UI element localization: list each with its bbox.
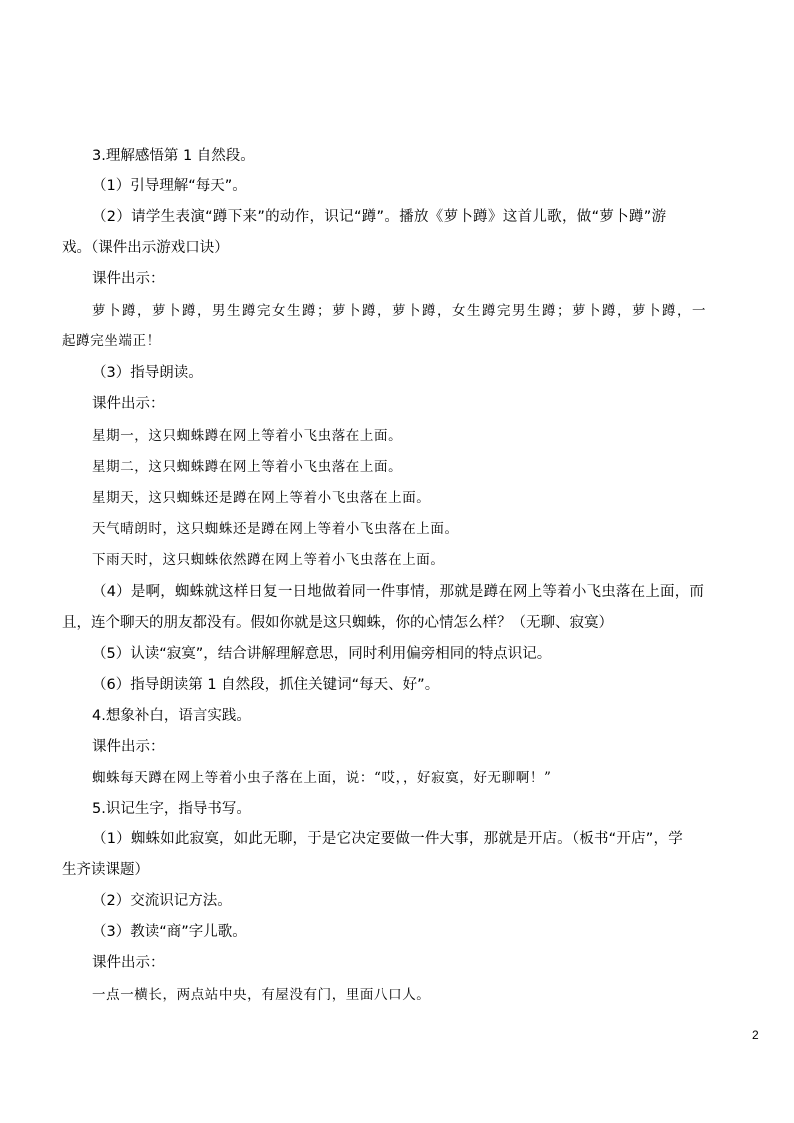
section-heading-3: 3.理解感悟第 1 自然段。 bbox=[92, 148, 255, 164]
courseware-sentence: 星期二，这只蜘蛛蹲在网上等着小飞虫落在上面。 bbox=[92, 459, 403, 475]
step-4-line-1: （4）是啊，蜘蛛就这样日复一日地做着同一件事情，那就是蹲在网上等着小飞虫落在上面，而 bbox=[92, 584, 705, 600]
character-rhyme: 一点一横长，两点站中央，有屋没有门，里面八口人。 bbox=[92, 987, 431, 1003]
courseware-label: 课件出示： bbox=[92, 396, 165, 412]
step-3: （3）教读“商”字儿歌。 bbox=[92, 924, 247, 940]
step-6: （6）指导朗读第 1 自然段，抓住关键词“每天、好”。 bbox=[92, 677, 440, 693]
step-1-line-2: 生齐读课题） bbox=[62, 862, 149, 878]
step-4-line-2: 且，连个聊天的朋友都没有。假如你就是这只蜘蛛，你的心情怎么样？（无聊、寂寞） bbox=[62, 615, 613, 631]
step-2: （2）交流识记方法。 bbox=[92, 893, 232, 909]
courseware-sentence: 蜘蛛每天蹲在网上等着小虫子落在上面，说：“哎，，好寂寞，好无聊啊！” bbox=[92, 770, 552, 786]
courseware-sentence: 天气晴朗时，这只蜘蛛还是蹲在网上等着小飞虫落在上面。 bbox=[92, 521, 459, 537]
step-2-line-2: 戏。（课件出示游戏口诀） bbox=[62, 240, 229, 256]
section-heading-4: 4.想象补白，语言实践。 bbox=[92, 708, 251, 724]
courseware-label: 课件出示： bbox=[92, 271, 165, 287]
page-number: 2 bbox=[752, 1028, 759, 1042]
step-5: （5）认读“寂寞”，结合讲解理解意思，同时利用偏旁相同的特点识记。 bbox=[92, 646, 552, 662]
courseware-label: 课件出示： bbox=[92, 739, 165, 755]
game-chant-line-1: 萝卜蹲，萝卜蹲，男生蹲完女生蹲；萝卜蹲，萝卜蹲，女生蹲完男生蹲；萝卜蹲，萝卜蹲，一 bbox=[92, 303, 707, 319]
courseware-sentence: 星期天，这只蜘蛛还是蹲在网上等着小飞虫落在上面。 bbox=[92, 490, 431, 506]
step-3: （3）指导朗读。 bbox=[92, 365, 203, 381]
game-chant-line-2: 起蹲完坐端正！ bbox=[62, 333, 161, 349]
step-1-line-1: （1）蜘蛛如此寂寞，如此无聊，于是它决定要做一件大事，那就是开店。（板书“开店”，学 bbox=[92, 831, 683, 847]
courseware-sentence: 星期一，这只蜘蛛蹲在网上等着小飞虫落在上面。 bbox=[92, 428, 403, 444]
courseware-sentence: 下雨天时，这只蜘蛛依然蹲在网上等着小飞虫落在上面。 bbox=[92, 552, 445, 568]
step-1: （1）引导理解“每天”。 bbox=[92, 178, 247, 194]
courseware-label: 课件出示： bbox=[92, 955, 165, 971]
section-heading-5: 5.识记生字，指导书写。 bbox=[92, 801, 251, 817]
step-2-line-1: （2）请学生表演“蹲下来”的动作，识记“蹲”。播放《萝卜蹲》这首儿歌，做“萝卜蹲”游 bbox=[92, 209, 667, 225]
